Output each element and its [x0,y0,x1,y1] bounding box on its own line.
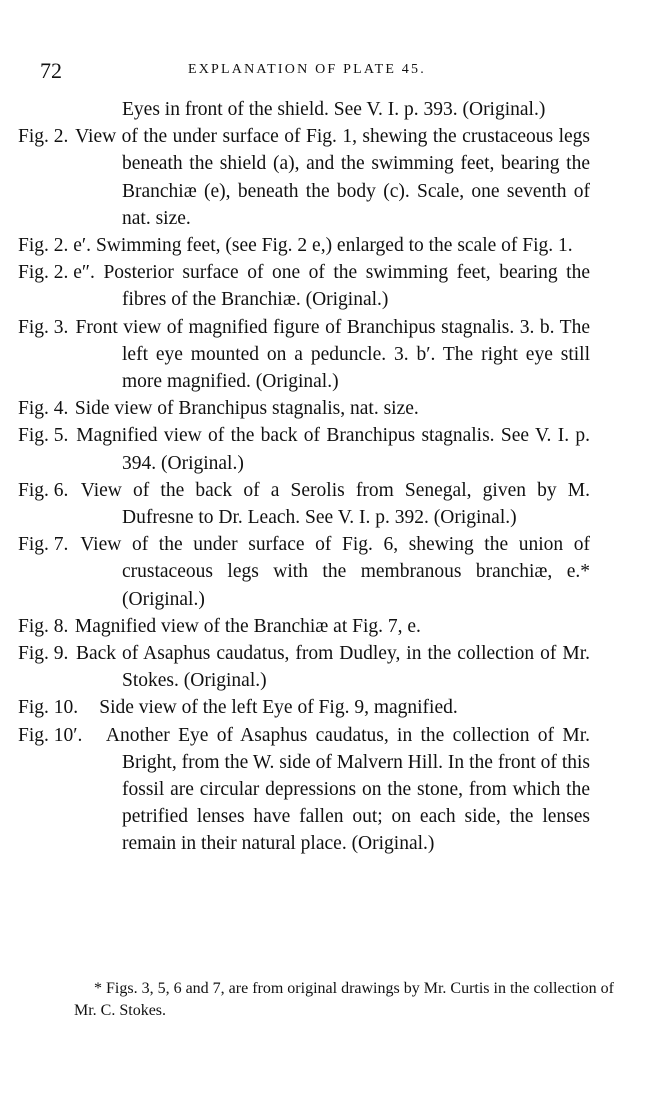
entry-text: Posterior surface of one of the swimming feet, bearing the fibres of the Branchiæ. (Original.) [103,262,591,311]
figure-entry [18,722,590,858]
entry-text: View of the under surface of Fig. 6, shewing the union of crustaceous legs with the membranous branchiæ, e.* (Original.) [80,534,590,610]
entry-text: Swimming feet, (see Fig. 2 e,) enlarged to the scale of Fig. 1. [95,235,573,257]
entry-text: Magnified view of the Branchiæ at Fig. 7, e. [74,615,421,637]
entry-text: Another Eye of Asaphus caudatus, in the collection of Mr. Bright, from the W. side of Malvern Hill. In the front of this fossil are circular depressions on the stone, from which the petrified lenses have fallen out; on each side, the lenses remain in their natural place. (Original.) [105,724,590,855]
figure-label: Fig. 10. [18,697,79,719]
entry-text: View of the back of a Serolis from Senegal, given by M. Dufresne to Dr. Leach. See V. I. p. 392. (Original.) [80,479,590,529]
figure-entry: Fig. 5. Magnified view of the back of Branchipus stagnalis. See V. I. p. 394. (Original.) [18,425,590,474]
figure-label: Fig. 2. e′. [18,235,92,257]
figure-entry: Fig. 3. Front view of magnified figure of Branchipus stagnalis. 3. b. The left eye mounted on a peduncle. 3. b′. The right eye still more magnified. (Original.) [18,316,590,393]
page-number: 72 [40,58,62,83]
entry-text: Side view of the left Eye of Fig. 9, magnified. [99,697,458,719]
entry-text: Magnified view of the back of Branchipus stagnalis. See V. I. p. 394. (Original.) [76,425,590,474]
figure-entry: Fig. 6. View of the back of a Serolis from Senegal, given by M. Dufresne to Dr. Leach. See V. I. p. 392. (Original.) [18,479,590,529]
page-header [40,58,600,88]
figure-label: Fig. 10′. [18,724,83,746]
entry-text: Back of Asaphus caudatus, from Dudley, in the collection of Mr. Stokes. (Original.) [75,643,590,692]
figure-entry [18,232,590,259]
running-title: EXPLANATION OF PLATE 45. [188,62,426,77]
figure-entry: Fig. 4. Side view of Branchipus stagnalis, nat. size. [18,398,419,420]
figure-entry [70,96,590,123]
footnote: * Figs. 3, 5, 6 and 7, are from original drawings by Mr. Curtis in the collection of Mr. C. Stokes. [74,980,614,1019]
figure-entry: Fig. 2. View of the under surface of Fig. 1, shewing the crustaceous legs beneath the shield (a), and the swimming feet, bearing the Branchiæ (e), beneath the body (c). Scale, one seventh of nat. size. [18,126,591,229]
entry-text: View of the under surface of Fig. 1, shewing the crustaceous legs beneath the shield (a), and the swimming feet, bearing the Branchiæ (e), beneath the body (c). Scale, one seventh of nat. size. [75,126,591,229]
entry-text: Side view of Branchipus stagnalis, nat. size. [74,398,419,420]
plate-explanation [18,96,591,858]
figure-label: Fig. 2. e″. [18,262,95,284]
entry-text: Front view of magnified figure of Branchipus stagnalis. 3. b. The left eye mounted on a peduncle. 3. b′. The right eye still more magnified. (Original.) [75,316,590,393]
figure-entry: Fig. 8. Magnified view of the Branchiæ at Fig. 7, e. [18,615,421,637]
figure-entry [18,259,591,313]
figure-entry [18,694,590,721]
figure-entry: Fig. 7. View of the under surface of Fig. 6, shewing the union of crustaceous legs with the membranous branchiæ, e.* (Original.) [18,534,590,610]
figure-entry: Fig. 9. Back of Asaphus caudatus, from Dudley, in the collection of Mr. Stokes. (Original.) [18,643,590,692]
entry-text: Eyes in front of the shield. See V. I. p. 393. (Original.) [122,99,546,120]
